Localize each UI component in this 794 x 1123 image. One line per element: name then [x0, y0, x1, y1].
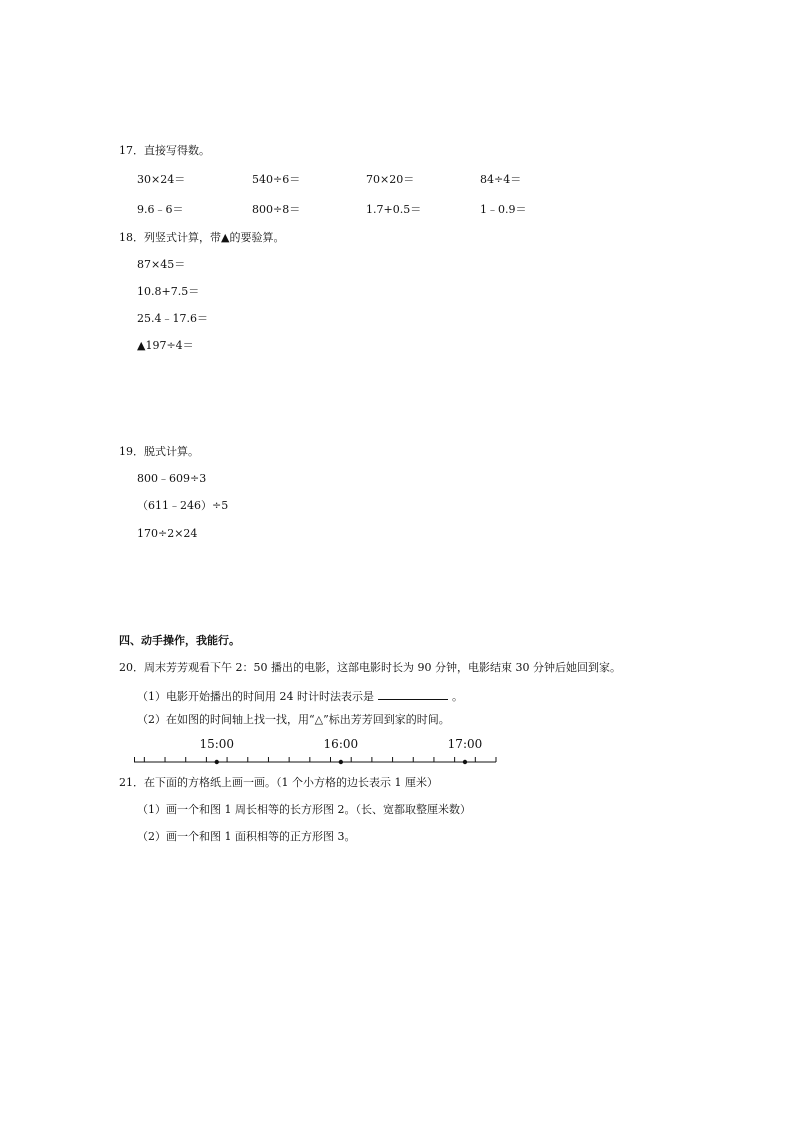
- q19-item3: 170÷2×24: [137, 527, 198, 540]
- q18-item2: 10.8+7.5＝: [137, 285, 200, 298]
- q19-title: 19．脱式计算。: [119, 445, 199, 458]
- q18-item1: 87×45＝: [137, 258, 186, 271]
- timeline-label: 16:00: [323, 737, 359, 751]
- q18-item3: 25.4﹣17.6＝: [137, 312, 208, 325]
- q20-title: 20．周末芳芳观看下午 2：50 播出的电影，这部电影时长为 90 分钟，电影结束 30 分钟后她回到家。: [119, 661, 621, 674]
- q18-item4: ▲197÷4＝: [137, 339, 194, 352]
- q19-item1: 800﹣609÷3: [137, 472, 207, 485]
- q17-row2-item4: 1﹣0.9＝: [480, 203, 527, 216]
- q21-sub1: （1）画一个和图 1 周长相等的长方形图 2。（长、宽都取整厘米数）: [137, 803, 471, 816]
- q17-title: 17．直接写得数。: [119, 144, 210, 157]
- timeline[interactable]: [134, 734, 498, 768]
- q20-sub1-text: （1）电影开始播出的时间用 24 时计时法表示是: [137, 690, 374, 703]
- timeline-label: 17:00: [447, 737, 483, 751]
- q21-sub2: （2）画一个和图 1 面积相等的正方形图 3。: [137, 830, 356, 843]
- timeline-hour-dot: [339, 760, 343, 764]
- answer-blank[interactable]: [378, 689, 448, 700]
- q17-row1-item1: 30×24＝: [137, 173, 186, 186]
- q18-title: 18．列竖式计算，带▲的要验算。: [119, 231, 285, 244]
- q17-row2-item3: 1.7+0.5＝: [366, 203, 422, 216]
- q17-row2-item1: 9.6﹣6＝: [137, 203, 184, 216]
- section4-title: 四、动手操作，我能行。: [119, 634, 240, 647]
- timeline-hour-dot: [463, 760, 467, 764]
- q20-sub1-end: 。: [452, 690, 463, 703]
- q19-item2: （611﹣246）÷5: [137, 499, 229, 512]
- q20-sub2: （2）在如图的时间轴上找一找，用“△”标出芳芳回到家的时间。: [137, 713, 450, 726]
- q17-row1-item2: 540÷6＝: [252, 173, 301, 186]
- q20-sub1: [137, 689, 463, 704]
- q17-row1-item4: 84÷4＝: [480, 173, 522, 186]
- q17-row1-item3: 70×20＝: [366, 173, 415, 186]
- q21-title: 21．在下面的方格纸上画一画。（1 个小方格的边长表示 1 厘米）: [119, 776, 438, 789]
- timeline-label: 15:00: [199, 737, 235, 751]
- q17-row2-item2: 800÷8＝: [252, 203, 301, 216]
- timeline-hour-dot: [215, 760, 219, 764]
